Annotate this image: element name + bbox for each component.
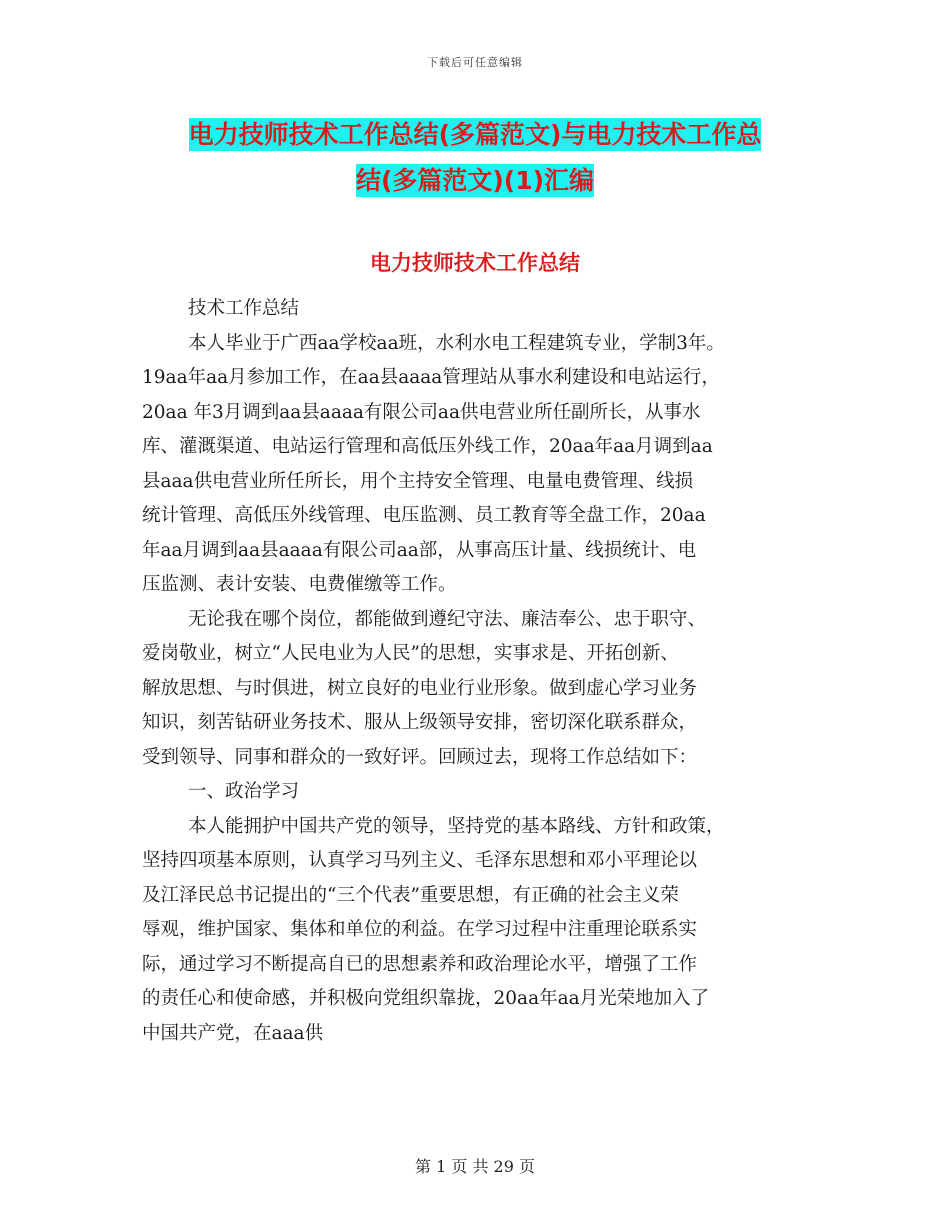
document-body	[142, 292, 842, 1051]
document-title-line-1	[0, 112, 950, 158]
document-title-line-2	[0, 158, 950, 204]
paragraph-line: 无论我在哪个岗位，都能做到遵纪守法、廉洁奉公、忠于职守、	[188, 608, 707, 630]
title-highlight-1: 电力技师技术工作总结(多篇范文)与电力技术工作总	[188, 120, 762, 149]
paragraph-line: 辱观，维护国家、集体和单位的利益。在学习过程中注重理论联系实	[142, 919, 698, 940]
paragraph-line: 压监测、表计安装、电费催缴等工作。	[142, 574, 457, 595]
paragraph-line: 19aa年aa月参加工作，在aa县aaaa管理站从事水利建设和电站运行，	[142, 367, 720, 388]
paragraph-line: 坚持四项基本原则，认真学习马列主义、毛泽东思想和邓小平理论以	[142, 850, 698, 871]
paragraph-line: 本人毕业于广西aa学校aa班，水利水电工程建筑专业，学制3年。	[188, 332, 725, 354]
paragraph-line: 及江泽民总书记提出的“三个代表”重要思想，有正确的社会主义荣	[142, 884, 679, 906]
paragraph-line: 爱岗敬业，树立“人民电业为人民”的思想，实事求是、开拓创新、	[142, 643, 679, 664]
section-title: 电力技师技术工作总结	[370, 251, 580, 275]
paragraph-line: 中国共产党，在aaa供	[142, 1022, 324, 1044]
subheading-political-study: 一、政治学习	[188, 781, 300, 802]
paragraph-line: 受到领导、同事和群众的一致好评。回顾过去，现将工作总结如下：	[142, 746, 698, 768]
subheading-technical-summary: 技术工作总结	[188, 298, 300, 319]
header-note: 下载后可任意编辑	[427, 56, 523, 69]
paragraph-line: 年aa月调到aa县aaaa有限公司aa部，从事高压计量、线损统计、电	[142, 539, 697, 561]
paragraph-line: 库、灌溉渠道、电站运行管理和高低压外线工作，20aa年aa月调到aa	[142, 436, 713, 457]
paragraph-line: 的责任心和使命感，并积极向党组织靠拢，20aa年aa月光荣地加入了	[142, 988, 710, 1009]
document-title	[0, 112, 950, 204]
title-highlight-2: 结(多篇范文)(1)汇编	[355, 166, 595, 195]
paragraph-line: 本人能拥护中国共产党的领导，坚持党的基本路线、方针和政策，	[188, 815, 725, 837]
paragraph-line: 统计管理、高低压外线管理、电压监测、员工教育等全盘工作，20aa	[142, 505, 706, 526]
page-footer: 第 1 页 共 29 页	[415, 1157, 535, 1176]
paragraph-line: 县aaa供电营业所任所长，用个主持安全管理、电量电费管理、线损	[142, 470, 694, 492]
paragraph-line: 20aa 年3月调到aa县aaaa有限公司aa供电营业所任副所长，从事水	[142, 401, 701, 423]
paragraph-line: 解放思想、与时俱进，树立良好的电业行业形象。做到虚心学习业务	[142, 677, 698, 699]
paragraph-line: 知识，刻苦钻研业务技术、服从上级领导安排，密切深化联系群众，	[142, 712, 698, 733]
paragraph-line: 际，通过学习不断提高自已的思想素养和政治理论水平，增强了工作	[142, 953, 698, 975]
